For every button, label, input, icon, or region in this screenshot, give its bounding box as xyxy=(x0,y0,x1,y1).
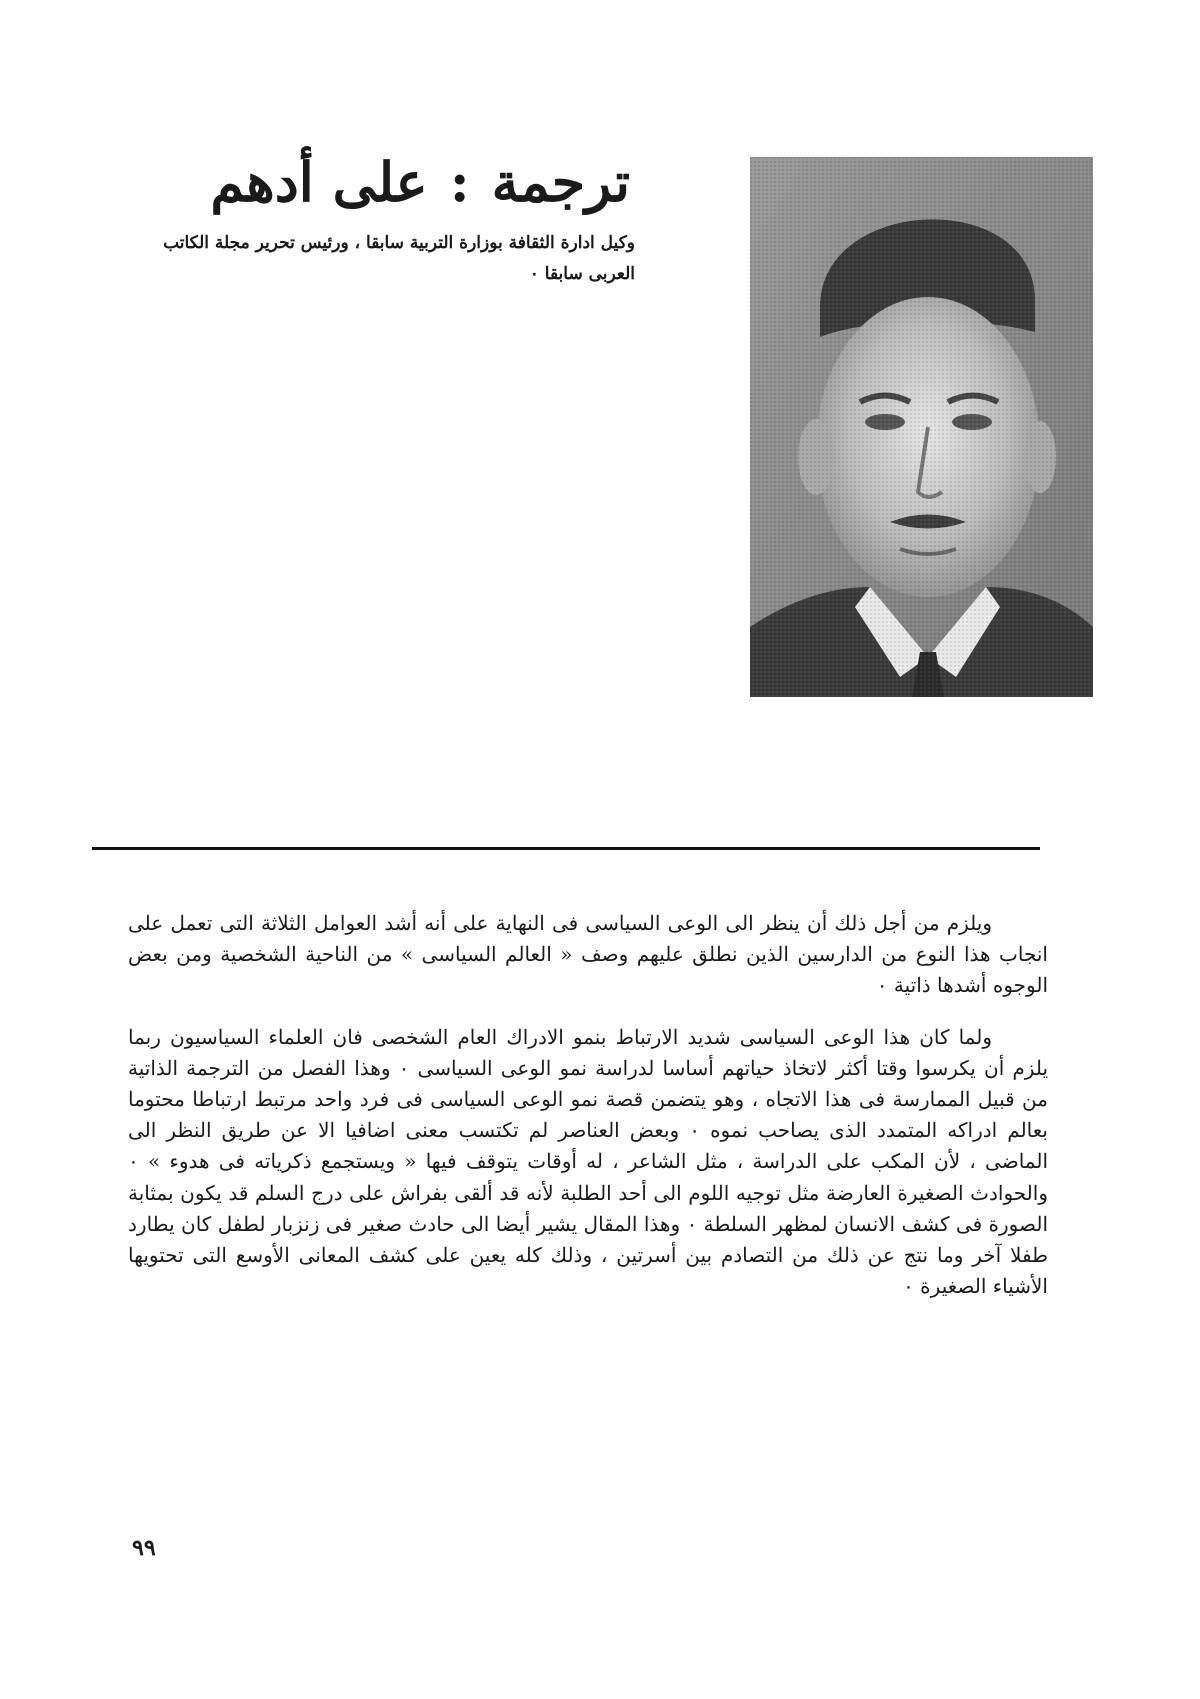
heading-separator: : xyxy=(449,150,470,214)
translator-credentials: وكيل ادارة الثقافة بوزارة التربية سابقا ، ورئيس تحرير مجلة الكاتب العربى سابقا ٠ xyxy=(163,233,635,284)
author-portrait-photo xyxy=(750,157,1093,697)
section-divider xyxy=(92,847,1040,850)
page-number: ٩٩ xyxy=(132,1535,156,1561)
article-body xyxy=(128,908,1048,1322)
translator-heading xyxy=(210,150,630,214)
translation-label: ترجمة xyxy=(491,150,630,214)
paragraph: ولما كان هذا الوعى السياسى شديد الارتباط بنمو الادراك العام الشخصى فان العلماء السياسيون ربما يلزم أن يكرسوا وقتا أكثر لاتخاذ حياتهم أساسا لدراسة نمو الوعى السياسى ٠ وهذا الفصل من الترجمة الذاتية من قبيل الممارسة فى هذا الاتجاه ، وهو يتضمن قصة نمو الوعى السياسى فى فرد واحد مرتبط ارتباطا محتوما بعالم ادراكه المتمدد الذى يصاحب نموه ٠ وبعض العناصر لم تكتسب معنى اضافيا الا عن طريق النظر الى الماضى ، لأن المكب على الدراسة ، مثل الشاعر ، له أوقات يتوقف فيها « ويستجمع ذكرياته فى هدوء » ٠ والحوادث الصغيرة العارضة مثل توجيه اللوم الى أحد الطلبة لأنه قد ألقى بفراش على درج السلم قد يكون بمثابة الصورة فى كشف الانسان لمظهر السلطة ٠ وهذا المقال يشير أيضا الى حادث صغير فى زنزبار لطفل كان يطارد طفلا آخر وما نتج عن ذلك من التصادم بين أسرتين ، وذلك كله يعين على كشف المعانى الأوسع التى تحتويها الأشياء الصغيرة ٠ xyxy=(128,1024,1049,1299)
translator-name: على أدهم xyxy=(210,150,428,214)
portrait-illustration xyxy=(750,157,1093,697)
paragraph: ويلزم من أجل ذلك أن ينظر الى الوعى السياسى فى النهاية على أنه أشد العوامل الثلاثة التى تعمل على انجاب هذا النوع من الدارسين الذين نطلق عليهم وصف « العالم السياسى » من الناحية الشخصية ومن بعض الوجوه أشدها ذاتية ٠ xyxy=(128,911,1048,998)
